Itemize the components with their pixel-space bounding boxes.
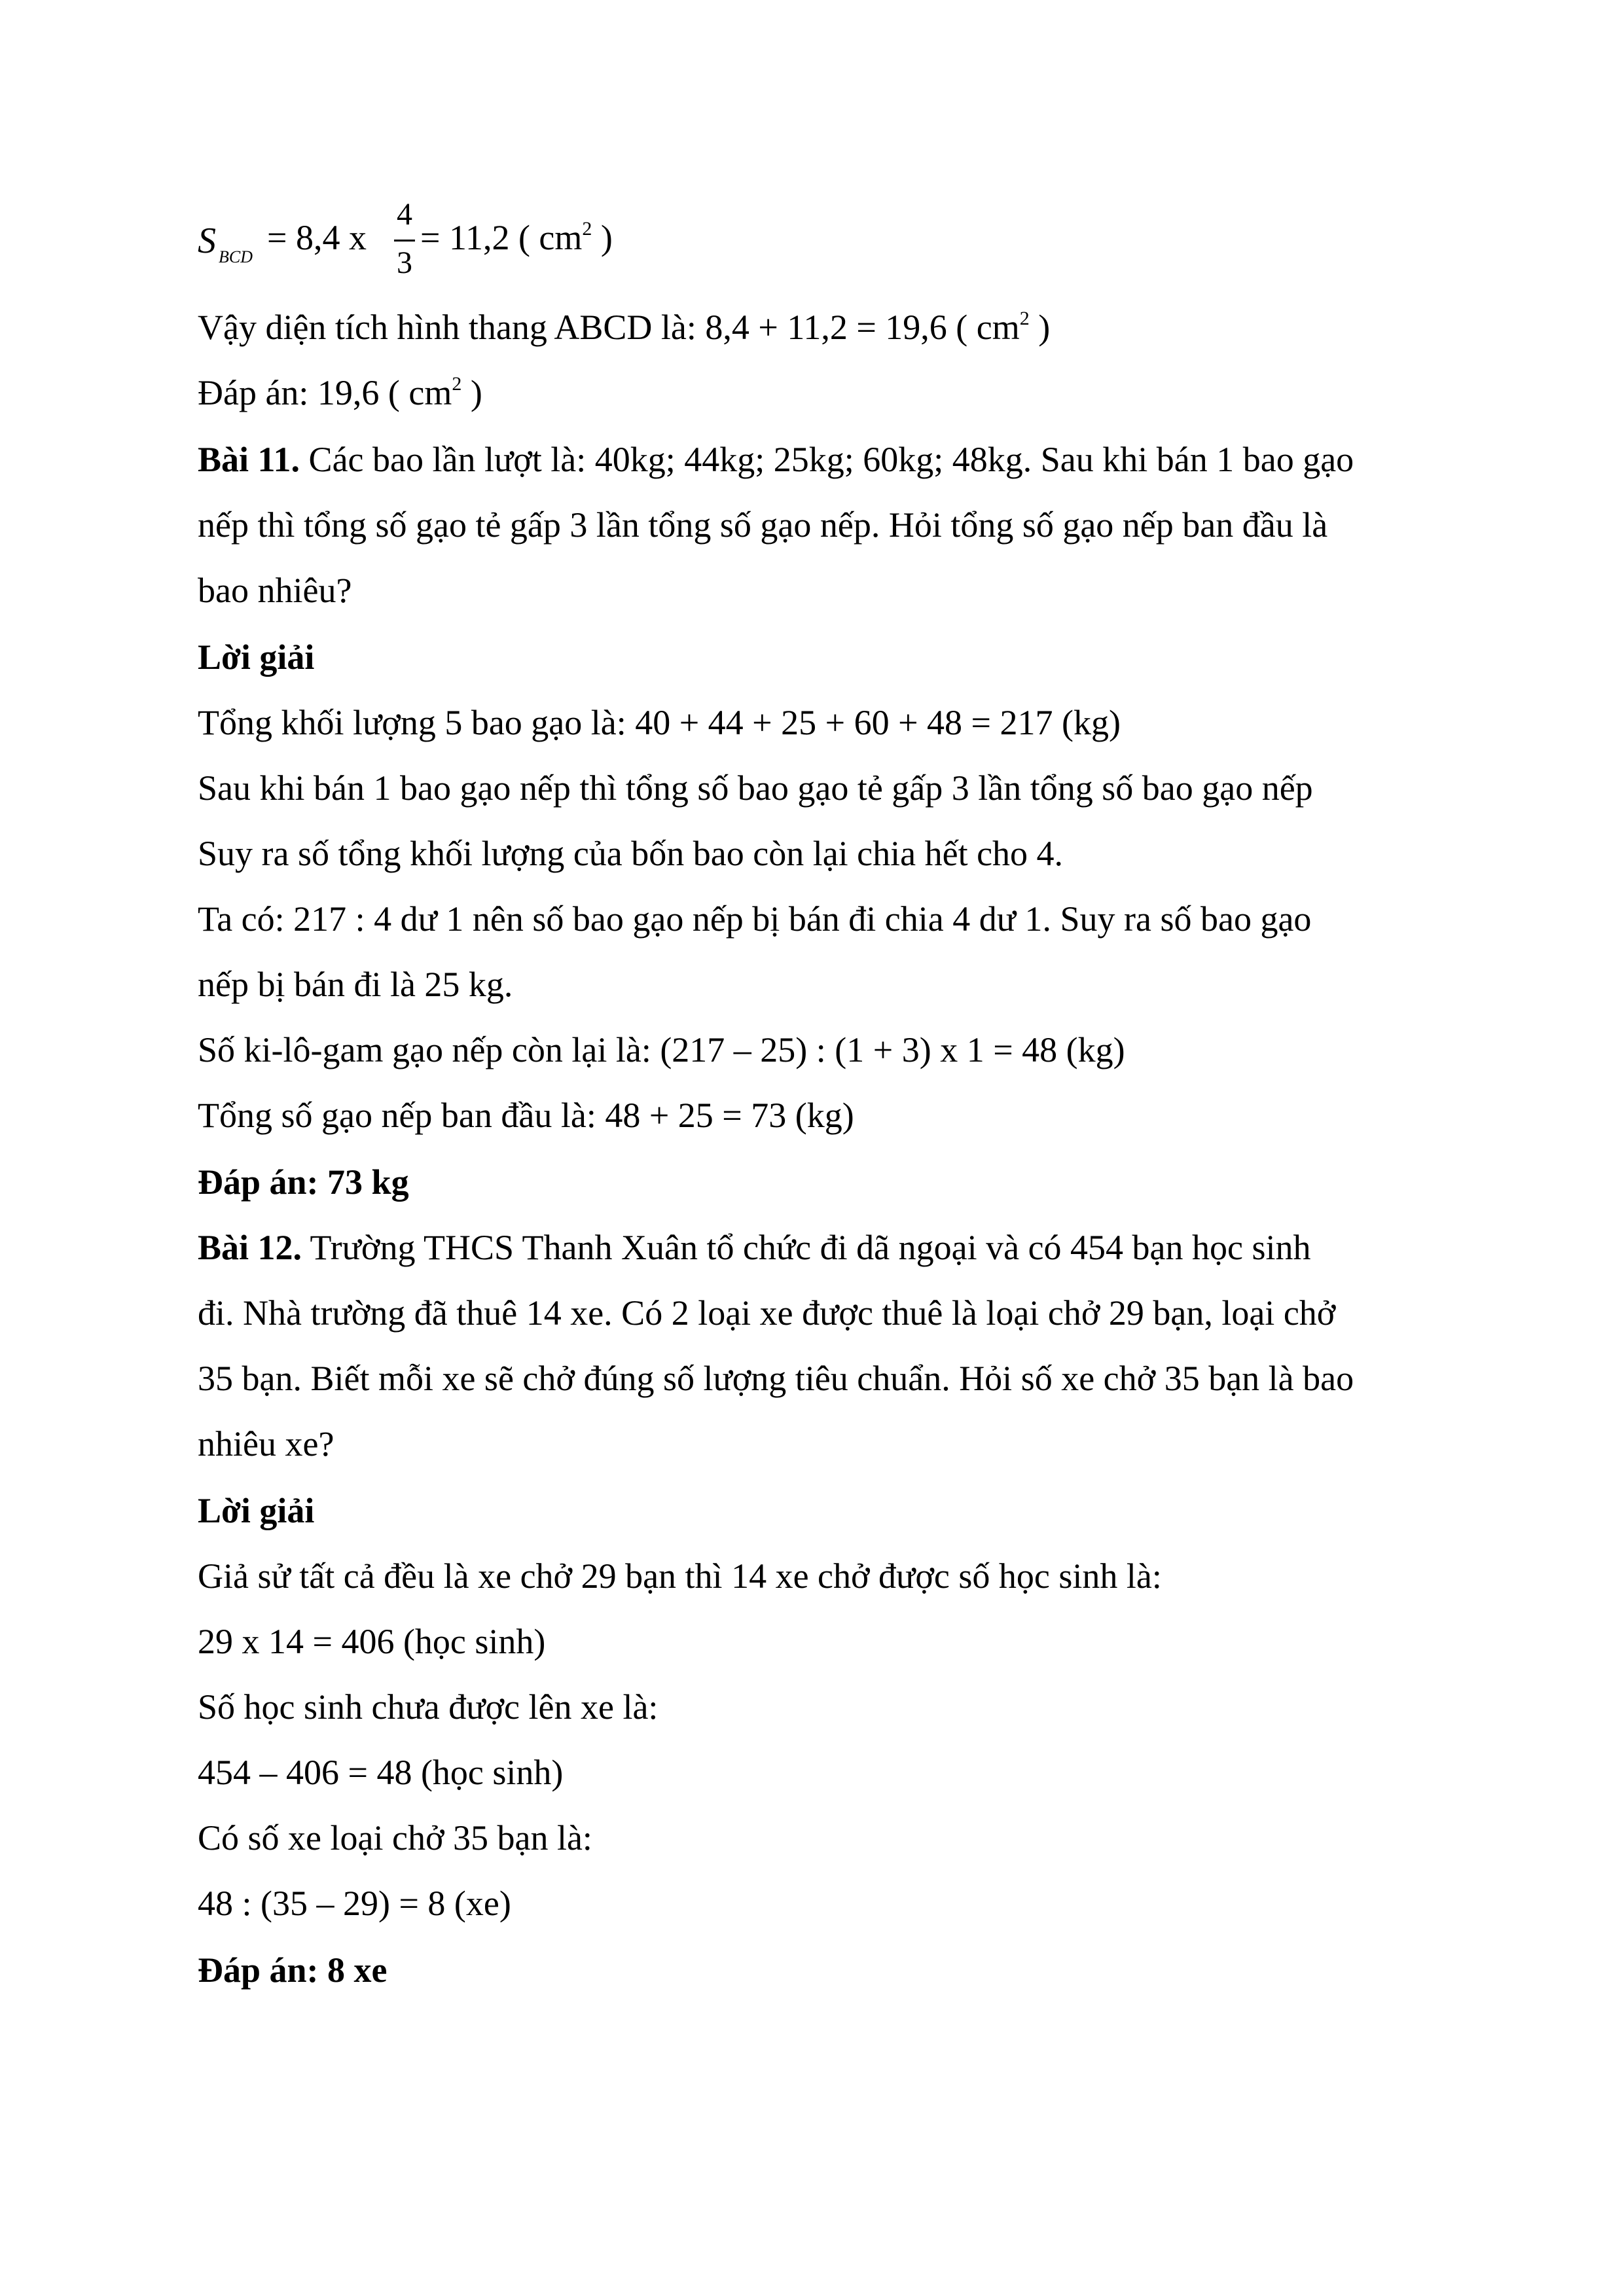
solution-12-line-6: 48 : (35 – 29) = 8 (xe) [198,1884,511,1923]
formula-subscript: BCD [219,247,253,266]
solution-12-line-3: Số học sinh chưa được lên xe là: [198,1687,659,1727]
problem-11-line-3: bao nhiêu? [198,571,352,610]
solution-heading-11: Lời giải [198,637,315,677]
solution-12-line-5: Có số xe loại chở 35 bạn là: [198,1818,592,1857]
formula-left: = 8,4 x [267,218,367,257]
solution-11-line-3: Suy ra số tổng khối lượng của bốn bao còn lại chia hết cho 4. [198,834,1064,873]
formula-close: ) [592,218,613,257]
problem-11-label: Bài 11. [198,440,300,479]
solution-12-line-1: Giả sử tất cả đều là xe chở 29 bạn thì 14 xe chở được số học sinh là: [198,1556,1162,1596]
formula-right [420,217,613,258]
line-text-end: ) [461,373,482,412]
line-text: Trường THCS Thanh Xuân tổ chức đi dã ngoại và có 454 bạn học sinh [302,1228,1311,1267]
solution-11-line-1: Tổng khối lượng 5 bao gạo là: 40 + 44 + 25 + 60 + 48 = 217 (kg) [198,703,1121,742]
fraction-denominator: 3 [397,245,412,280]
solution-12-line-2: 29 x 14 = 406 (học sinh) [198,1622,546,1661]
solution-12-line-4: 454 – 406 = 48 (học sinh) [198,1753,564,1792]
problem-11-line-2: nếp thì tổng số gạo tẻ gấp 3 lần tổng số gạo nếp. Hỏi tổng số gạo nếp ban đầu là [198,505,1328,545]
answer-12: Đáp án: 8 xe [198,1950,388,1990]
problem-11-line-1 [198,440,1354,479]
solution-11-line-2: Sau khi bán 1 bao gạo nếp thì tổng số bao gạo tẻ gấp 3 lần tổng số bao gạo nếp [198,768,1313,808]
problem-12-label: Bài 12. [198,1228,302,1267]
exponent: 2 [1019,308,1030,329]
exponent: 2 [452,373,462,395]
problem-12-line-4: nhiêu xe? [198,1424,334,1463]
line-text: Vậy diện tích hình thang ABCD là: 8,4 + 11,2 = 19,6 ( cm [198,308,1020,347]
problem-12-line-3: 35 bạn. Biết mỗi xe sẽ chở đúng số lượng tiêu chuẩn. Hỏi số xe chở 35 bạn là bao [198,1359,1354,1398]
formula-exponent: 2 [582,218,592,240]
line-text-end: ) [1029,308,1051,347]
formula-symbol: S [198,221,216,261]
solution-11-line-6: Số ki-lô-gam gạo nếp còn lại là: (217 – 25) : (1 + 3) x 1 = 48 (kg) [198,1030,1125,1069]
answer-11: Đáp án: 73 kg [198,1162,409,1202]
problem-12-line-2: đi. Nhà trường đã thuê 14 xe. Có 2 loại xe được thuê là loại chở 29 bạn, loại chở [198,1293,1336,1333]
fraction-bar [394,240,415,242]
text-line [198,308,1050,347]
solution-heading-12: Lời giải [198,1491,315,1530]
line-text: Đáp án: 19,6 ( cm [198,373,452,412]
solution-11-line-5: nếp bị bán đi là 25 kg. [198,965,513,1004]
formula-right-text: = 11,2 ( cm [420,218,583,257]
solution-11-line-4: Ta có: 217 : 4 dư 1 nên số bao gạo nếp bị bán đi chia 4 dư 1. Suy ra số bao gạo [198,899,1312,939]
solution-11-line-7: Tổng số gạo nếp ban đầu là: 48 + 25 = 73 (kg) [198,1096,854,1135]
line-text: Các bao lần lượt là: 40kg; 44kg; 25kg; 60kg; 48kg. Sau khi bán 1 bao gạo [300,440,1354,479]
problem-12-line-1 [198,1228,1310,1267]
answer-line [198,373,482,412]
fraction-numerator: 4 [397,197,412,232]
